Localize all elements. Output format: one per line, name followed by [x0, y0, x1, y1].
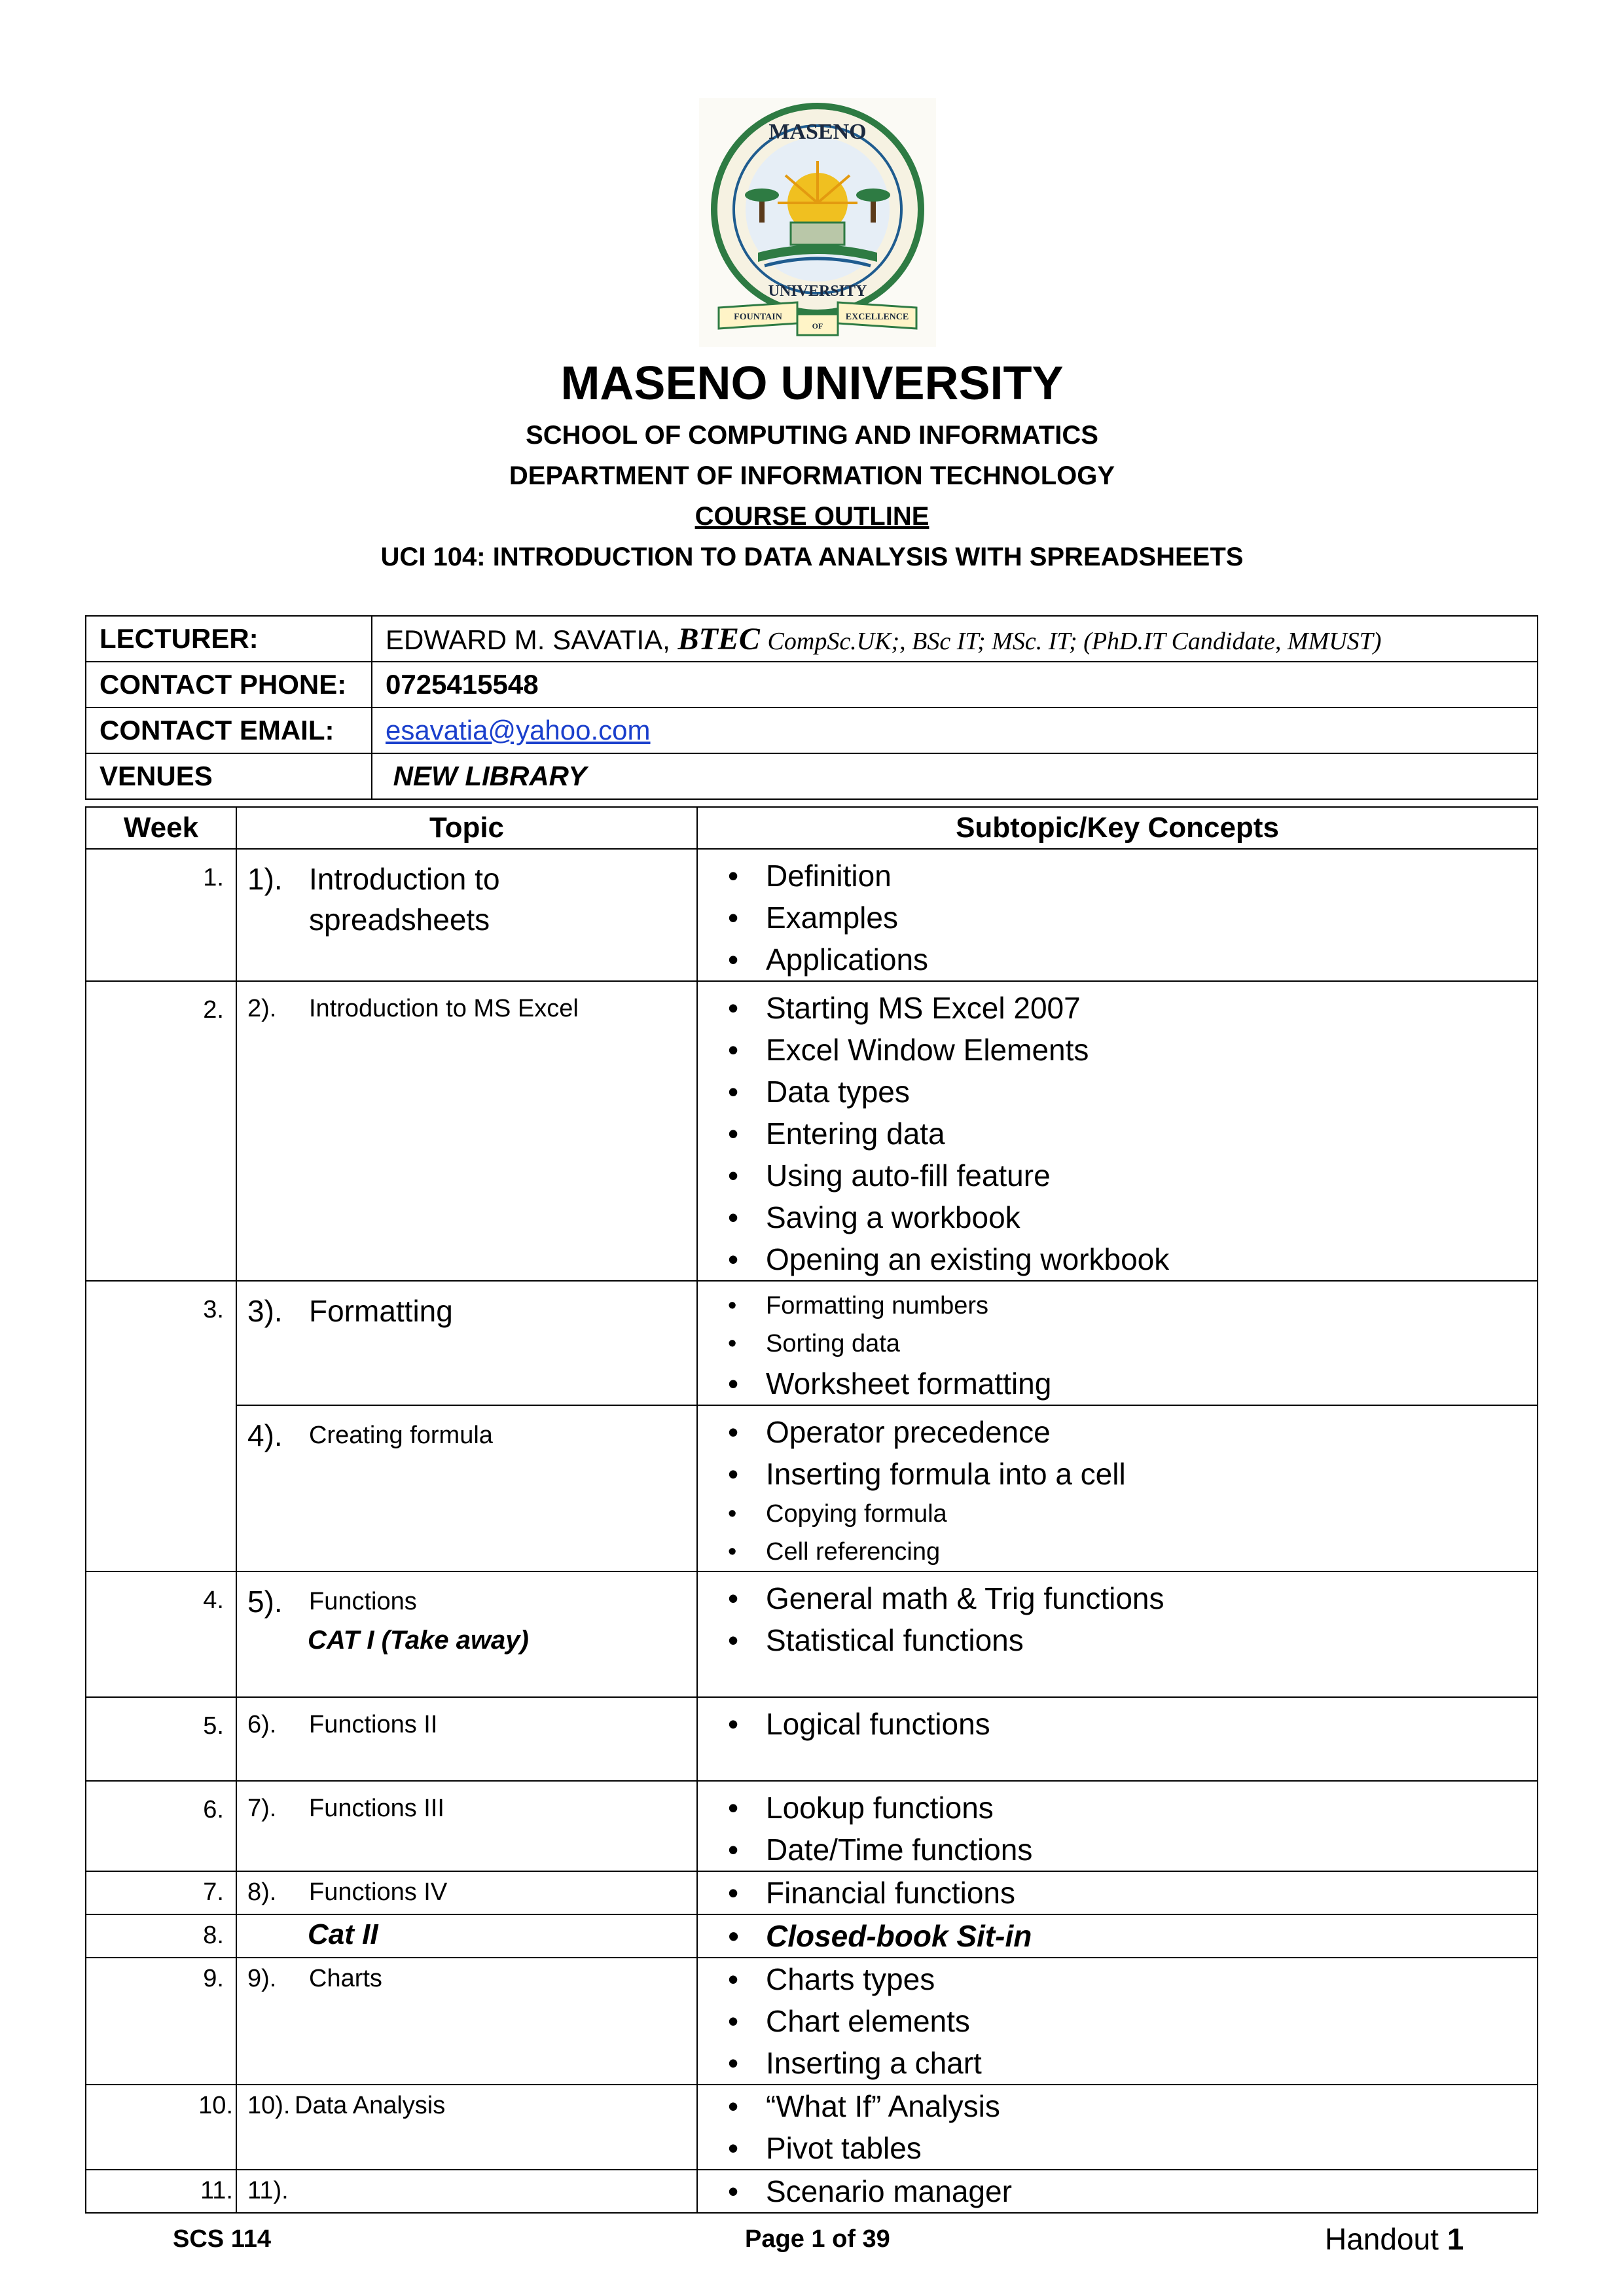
doc-type: COURSE OUTLINE: [695, 502, 929, 531]
subtopic-cell: [697, 1281, 1538, 1405]
list-item: • Pivot tables: [721, 2127, 1526, 2169]
phone-row: [86, 662, 1538, 708]
topic-label: Charts: [309, 1965, 382, 1992]
week-cell: 3.: [86, 1281, 236, 1571]
venue-value: NEW LIBRARY: [393, 761, 587, 791]
table-row: [86, 1958, 1538, 2085]
topic-cell: [236, 2085, 697, 2170]
list-item: • Definition: [721, 855, 1526, 897]
week-cell: 6.: [86, 1781, 236, 1871]
subtopic-cell: [697, 1871, 1538, 1914]
email-link[interactable]: esavatia@yahoo.com: [386, 715, 651, 745]
list-item: • Statistical functions: [721, 1619, 1526, 1661]
week-cell: 8.: [86, 1914, 236, 1958]
topic-label: Formatting: [309, 1294, 453, 1328]
subtopic-cell: [697, 1571, 1538, 1697]
topic-cell: [236, 849, 697, 981]
topic-number: 7).: [247, 1795, 277, 1822]
header-week: Week: [86, 807, 236, 849]
week-cell: 10.: [86, 2085, 236, 2170]
topic-cell: [236, 1697, 697, 1781]
subtopic-cell: [697, 1781, 1538, 1871]
crest-motto-right: EXCELLENCE: [845, 312, 909, 322]
list-item: • Using auto-fill feature: [721, 1155, 1526, 1196]
list-item: • Applications: [721, 939, 1526, 980]
topic-cell: [236, 1281, 697, 1405]
maseno-university-crest-icon: [699, 98, 936, 347]
topic-number: 9).: [247, 1965, 277, 1992]
list-item: • Inserting a chart: [721, 2042, 1526, 2084]
phone-label: CONTACT PHONE:: [86, 662, 372, 708]
schedule-header-row: [86, 807, 1538, 849]
header-subtopic: Subtopic/Key Concepts: [697, 807, 1538, 849]
topic-number: 6).: [247, 1711, 277, 1738]
lecturer-info-table: [85, 615, 1538, 800]
course-title: UCI 104: INTRODUCTION TO DATA ANALYSIS WITH SPREADSHEETS: [380, 543, 1244, 571]
topic-cell: [236, 1781, 697, 1871]
topic-label: Data Analysis: [295, 2092, 446, 2119]
crest-motto-mid: OF: [812, 321, 823, 331]
topic-cell: [236, 1571, 697, 1697]
list-item: • Opening an existing workbook: [721, 1238, 1526, 1280]
topic-cell: [236, 1871, 697, 1914]
topic-number: 4).: [247, 1418, 283, 1452]
topic-number: 10).: [247, 2092, 291, 2119]
list-item: • Logical functions: [721, 1703, 1526, 1745]
list-item: • Examples: [721, 897, 1526, 939]
list-item: • General math & Trig functions: [721, 1577, 1526, 1619]
table-row: [86, 1281, 1538, 1405]
week-cell: 4.: [86, 1571, 236, 1697]
list-item: • “What If” Analysis: [721, 2085, 1526, 2127]
schedule-table: [85, 806, 1538, 2214]
topic-number: 2).: [247, 995, 277, 1022]
table-row: [86, 2085, 1538, 2170]
topic-number: 5).: [247, 1585, 283, 1619]
table-row: [86, 1871, 1538, 1914]
school-name: SCHOOL OF COMPUTING AND INFORMATICS: [526, 421, 1098, 450]
week-cell: 7.: [86, 1871, 236, 1914]
document-heading: [0, 352, 1624, 577]
topic-label: Functions III: [309, 1795, 444, 1822]
crest-lettering-bottom: UNIVERSITY: [768, 283, 867, 300]
handout-number: 1: [1447, 2222, 1464, 2256]
subtopic-cell: [697, 1958, 1538, 2085]
table-row: [86, 1571, 1538, 1697]
table-row: [86, 981, 1538, 1281]
lecturer-degree-btec: BTEC: [677, 621, 760, 656]
topic-number: 3).: [247, 1294, 283, 1328]
topic-number: 8).: [247, 1878, 277, 1906]
week-cell: 11.: [86, 2170, 236, 2213]
phone-value: 0725415548: [372, 662, 1538, 708]
topic-cell: [236, 981, 697, 1281]
email-row: [86, 708, 1538, 753]
department-name: DEPARTMENT OF INFORMATION TECHNOLOGY: [509, 461, 1115, 490]
subtopic-cell: [697, 2085, 1538, 2170]
venue-label: VENUES: [86, 753, 372, 799]
list-item: • Lookup functions: [721, 1787, 1526, 1829]
topic-cell: [236, 2170, 697, 2213]
footer-handout: [1325, 2221, 1464, 2257]
topic-label: Functions IV: [309, 1878, 448, 1906]
lecturer-degrees: CompSc.UK;, BSc IT; MSc. IT; (PhD.IT Candidate, MMUST): [767, 627, 1382, 655]
table-row: [86, 1914, 1538, 1958]
week-cell: 5.: [86, 1697, 236, 1781]
list-item: • Starting MS Excel 2007: [721, 987, 1526, 1029]
handout-label: Handout: [1325, 2222, 1439, 2256]
email-cell: [372, 708, 1538, 753]
topic-cell: [236, 1914, 697, 1958]
subtopic-cell: [697, 2170, 1538, 2213]
list-item: • Excel Window Elements: [721, 1029, 1526, 1071]
topic-label: Introduction to MS Excel: [309, 995, 579, 1022]
topic-number: 1).: [247, 862, 283, 896]
list-item: • Cell referencing: [721, 1533, 1526, 1571]
list-item: • Operator precedence: [721, 1411, 1526, 1453]
header-topic: Topic: [236, 807, 697, 849]
table-row: [86, 1781, 1538, 1871]
list-item: • Saving a workbook: [721, 1196, 1526, 1238]
university-title: MASENO UNIVERSITY: [560, 357, 1064, 410]
list-item: • Inserting formula into a cell: [721, 1453, 1526, 1495]
table-row: [86, 1697, 1538, 1781]
topic-number: 11).: [247, 2177, 289, 2204]
list-item: • Worksheet formatting: [721, 1363, 1526, 1405]
subtopic-cell: [697, 1914, 1538, 1958]
venue-cell: [372, 753, 1538, 799]
list-item: • Copying formula: [721, 1495, 1526, 1533]
list-item: • Date/Time functions: [721, 1829, 1526, 1871]
lecturer-name: EDWARD M. SAVATIA,: [386, 624, 670, 655]
lecturer-label: LECTURER:: [86, 616, 372, 662]
list-item: • Data types: [721, 1071, 1526, 1113]
subtopic-cell: [697, 981, 1538, 1281]
email-label: CONTACT EMAIL:: [86, 708, 372, 753]
week-cell: 1.: [86, 849, 236, 981]
week-cell: 9.: [86, 1958, 236, 2085]
list-item: • Formatting numbers: [721, 1287, 1526, 1325]
subtopic-cell: [697, 1405, 1538, 1571]
crest-lettering-top: MASENO: [768, 120, 867, 144]
crest-motto-left: FOUNTAIN: [734, 312, 782, 322]
venue-row: [86, 753, 1538, 799]
cat-note: CAT I (Take away): [308, 1626, 529, 1655]
list-item: • Entering data: [721, 1113, 1526, 1155]
list-item: • Financial functions: [721, 1872, 1526, 1914]
week-cell: 2.: [86, 981, 236, 1281]
topic-cell: [236, 1958, 697, 2085]
list-item: • Sorting data: [721, 1325, 1526, 1363]
subtopic-cell: [697, 849, 1538, 981]
list-item: • Charts types: [721, 1958, 1526, 2000]
lecturer-row: [86, 616, 1538, 662]
lecturer-value: [372, 616, 1538, 662]
topic-label: Creating formula: [309, 1422, 493, 1449]
footer-page-number: Page 1 of 39: [745, 2225, 890, 2253]
cat-ii-label: Cat II: [308, 1918, 378, 1950]
table-row: [86, 1405, 1538, 1571]
table-row: [86, 849, 1538, 981]
topic-label: Functions II: [309, 1711, 438, 1738]
list-item: • Closed-book Sit-in: [721, 1915, 1526, 1957]
list-item: • Scenario manager: [721, 2170, 1526, 2212]
topic-label: Functions: [309, 1588, 417, 1615]
footer-course-code: SCS 114: [173, 2225, 271, 2253]
topic-cell: [236, 1405, 697, 1571]
list-item: • Chart elements: [721, 2000, 1526, 2042]
table-row: [86, 2170, 1538, 2213]
topic-label: Introduction to spreadsheets: [309, 862, 500, 937]
subtopic-cell: [697, 1697, 1538, 1781]
